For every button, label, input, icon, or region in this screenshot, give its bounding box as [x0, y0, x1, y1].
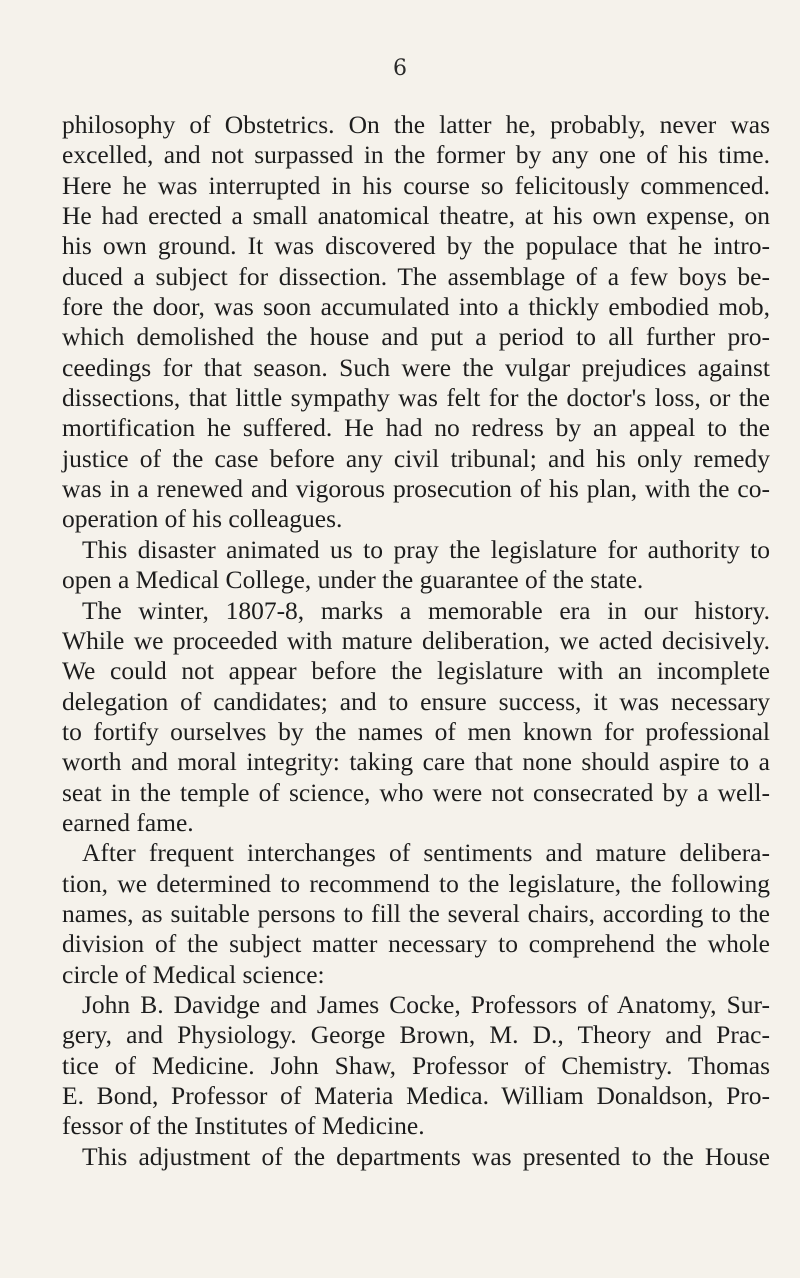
- text-line: earned fame.: [62, 807, 194, 837]
- text-line: names, as suitable persons to fill the several chairs, according to the: [62, 898, 770, 928]
- text-line: This adjustment of the departments was presented to the House: [82, 1141, 770, 1171]
- text-line: his own ground. It was discovered by the populace that he intro-: [62, 231, 770, 261]
- text-line: seat in the temple of science, who were not consecrated by a well-: [62, 777, 770, 807]
- text-line: philosophy of Obstetrics. On the latter he, probably, never was: [62, 110, 770, 139]
- text-line: ceedings for that season. Such were the vulgar prejudices against: [62, 352, 770, 382]
- text-line: was in a renewed and vigorous prosecution of his plan, with the co-: [62, 474, 770, 504]
- text-line: This disaster animated us to pray the legislature for authority to: [82, 534, 770, 564]
- text-line: excelled, and not surpassed in the former by any one of his time.: [62, 140, 770, 170]
- text-line: circle of Medical science:: [62, 959, 325, 989]
- text-line: worth and moral integrity: taking care that none should aspire to a: [62, 747, 770, 777]
- body-text: [62, 110, 770, 1172]
- text-line: He had erected a small anatomical theatre, at his own expense, on: [62, 201, 770, 231]
- text-line: fore the door, was soon accumulated into a thickly embodied mob,: [62, 292, 770, 322]
- text-line: John B. Davidge and James Cocke, Professors of Anatomy, Sur-: [82, 989, 770, 1019]
- text-line: Here he was interrupted in his course so felicitously commenced.: [62, 170, 770, 200]
- text-line: delegation of candidates; and to ensure success, it was necessary: [62, 686, 770, 716]
- text-line: open a Medical College, under the guarantee of the state.: [62, 565, 644, 595]
- text-line: to fortify ourselves by the names of men known for professional: [62, 716, 770, 746]
- page-number: 6: [393, 56, 407, 81]
- text-line: fessor of the Institutes of Medicine.: [62, 1111, 425, 1141]
- text-line: mortification he suffered. He had no redress by an appeal to the: [62, 413, 770, 443]
- text-line: The winter, 1807-8, marks a memorable era in our history.: [82, 595, 770, 625]
- text-line: tice of Medicine. John Shaw, Professor of Chemistry. Thomas: [62, 1050, 770, 1080]
- text-line: dissections, that little sympathy was felt for the doctor's loss, or the: [62, 383, 770, 413]
- text-line: operation of his colleagues.: [62, 504, 343, 534]
- text-line: After frequent interchanges of sentiments and mature delibera-: [82, 838, 770, 868]
- text-line: gery, and Physiology. George Brown, M. D., Theory and Prac-: [62, 1020, 770, 1050]
- text-line: While we proceeded with mature deliberation, we acted decisively.: [62, 625, 770, 655]
- text-line: which demolished the house and put a period to all further pro-: [62, 322, 770, 352]
- text-line: justice of the case before any civil tribunal; and his only remedy: [62, 443, 770, 473]
- text-line: duced a subject for dissection. The assemblage of a few boys be-: [62, 261, 770, 291]
- text-line: E. Bond, Professor of Materia Medica. William Donaldson, Pro-: [62, 1081, 770, 1110]
- text-line: We could not appear before the legislature with an incomplete: [62, 656, 770, 686]
- text-line: division of the subject matter necessary to comprehend the whole: [62, 929, 770, 959]
- text-line: tion, we determined to recommend to the legislature, the following: [62, 868, 770, 898]
